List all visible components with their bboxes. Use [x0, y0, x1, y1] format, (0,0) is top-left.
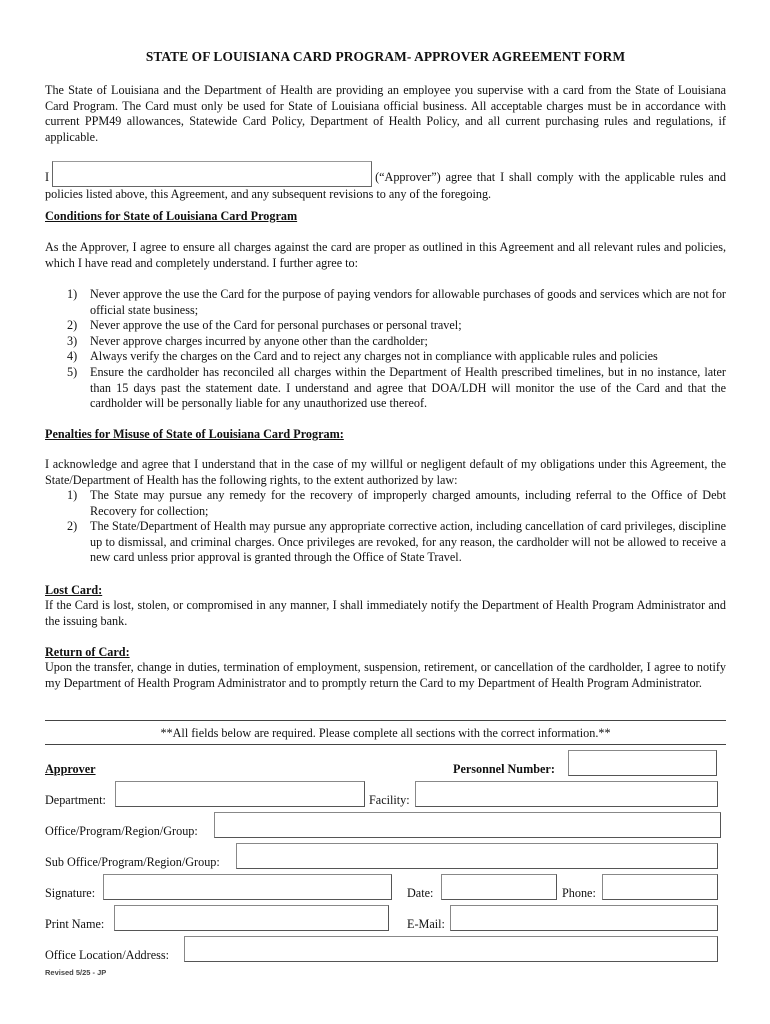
- section-divider: [45, 744, 726, 745]
- list-item: 1) Never approve the use the Card for the purpose of paying vendors for allowable purchases of goods and services which are not for official state business;: [67, 287, 726, 317]
- list-item: 4) Always verify the charges on the Card and to reject any charges not in compliance with applicable rules and policies: [67, 349, 658, 364]
- conditions-text: As the Approver, I agree to ensure all charges against the card are proper as outlined in this Agreement and all relevant rules and policies, which I have read and completely understand. I further agree to:: [45, 240, 726, 270]
- list-item: 2) Never approve the use of the Card for personal purchases or personal travel;: [67, 318, 462, 333]
- conditions-heading: Conditions for State of Louisiana Card Program: [45, 209, 298, 223]
- department-label: Department:: [45, 793, 106, 807]
- department-row: [45, 788, 726, 808]
- agreement-statement: [45, 161, 726, 203]
- facility-label: Facility:: [369, 793, 410, 807]
- signature-field[interactable]: [103, 874, 392, 900]
- conditions-list: [45, 287, 726, 412]
- form-title: STATE OF LOUISIANA CARD PROGRAM- APPROVER AGREEMENT FORM: [145, 49, 626, 64]
- agree-prefix: I: [45, 170, 50, 184]
- approver-name-field[interactable]: [52, 161, 372, 187]
- sub-office-row: [45, 850, 726, 870]
- section-divider: [45, 720, 726, 721]
- office-program-label: Office/Program/Region/Group:: [45, 824, 198, 838]
- penalties-heading: Penalties for Misuse of State of Louisiana Card Program:: [45, 427, 344, 441]
- return-card-text: Upon the transfer, change in duties, termination of employment, suspension, retirement, or cancellation of the cardholder, I agree to notify my Department of Health Program Administrator and to promptly return the Card to my Department of Health Program Administrator.: [45, 660, 726, 690]
- return-card-heading: Return of Card:: [45, 645, 130, 659]
- agree-suffix: (“Approver”) agree that I shall comply with the applicable rules and policies listed above, this Agreement, and any subsequent revisions to any of the foregoing.: [45, 170, 726, 201]
- penalties-text: I acknowledge and agree that I understand that in the case of my willful or negligent default of my obligations under this Agreement, the State/Department of Health has the following rights, to the extent authorized by law:: [45, 457, 726, 487]
- phone-field[interactable]: [602, 874, 718, 900]
- email-label: E-Mail:: [407, 917, 445, 931]
- lost-card-text: If the Card is lost, stolen, or compromised in any manner, I shall immediately notify the Department of Health Program Administrator and the issuing bank.: [45, 598, 726, 628]
- sub-office-label: Sub Office/Program/Region/Group:: [45, 855, 220, 869]
- personnel-number-label: Personnel Number:: [453, 762, 555, 776]
- office-location-row: [45, 943, 726, 963]
- approver-heading: Approver: [45, 762, 96, 776]
- list-item: 5) Ensure the cardholder has reconciled all charges within the Department of Health prescribed timelines, but in no instance, later than 15 days past the statement date. I understand and agree that DOA/LDH will monitor the use of the Card and that the cardholder will be personally liable for any unauthorized use thereof.: [67, 364, 726, 411]
- list-item: 1) The State may pursue any remedy for the recovery of improperly charged amounts, including referral to the Office of Debt Recovery for collection;: [67, 488, 726, 518]
- email-field[interactable]: [450, 905, 718, 931]
- approver-row: [45, 757, 726, 777]
- print-name-row: [45, 912, 726, 932]
- office-location-field[interactable]: [184, 936, 718, 962]
- list-item: 2) The State/Department of Health may pursue any appropriate corrective action, including cancellation of card privileges, discipline up to dismissal, and criminal charges. Once privileges are revoked, for any reason, the cardholder will not be allowed to receive a new card unless prior approval is granted through the Office of State Travel.: [67, 519, 726, 565]
- penalties-list: [45, 488, 726, 566]
- office-location-label: Office Location/Address:: [45, 948, 169, 962]
- facility-field[interactable]: [415, 781, 718, 807]
- department-field[interactable]: [115, 781, 365, 807]
- lost-card-heading: Lost Card:: [45, 583, 103, 597]
- intro-paragraph: The State of Louisiana and the Department of Health are providing an employee you supervise with a card from the State of Louisiana Card Program. The Card must only be used for State of Louisiana official business. All acceptable charges must be in accordance with current PPM49 allowances, Statewide Card Policy, Department of Health Policy, and all current purchasing rules and regulations, if applicable.: [45, 83, 726, 144]
- office-program-field[interactable]: [214, 812, 721, 838]
- list-item: 3) Never approve charges incurred by anyone other than the cardholder;: [67, 333, 428, 348]
- required-note: **All fields below are required. Please complete all sections with the correct information.**: [160, 726, 611, 740]
- office-row: [45, 819, 726, 839]
- revision-note: Revised 5/25 - JP: [45, 968, 107, 977]
- print-name-field[interactable]: [114, 905, 389, 931]
- date-label: Date:: [407, 886, 434, 900]
- print-name-label: Print Name:: [45, 917, 105, 931]
- personnel-number-field[interactable]: [568, 750, 717, 776]
- signature-row: [45, 881, 726, 901]
- sub-office-field[interactable]: [236, 843, 718, 869]
- signature-label: Signature:: [45, 886, 96, 900]
- phone-label: Phone:: [562, 886, 596, 900]
- date-field[interactable]: [441, 874, 557, 900]
